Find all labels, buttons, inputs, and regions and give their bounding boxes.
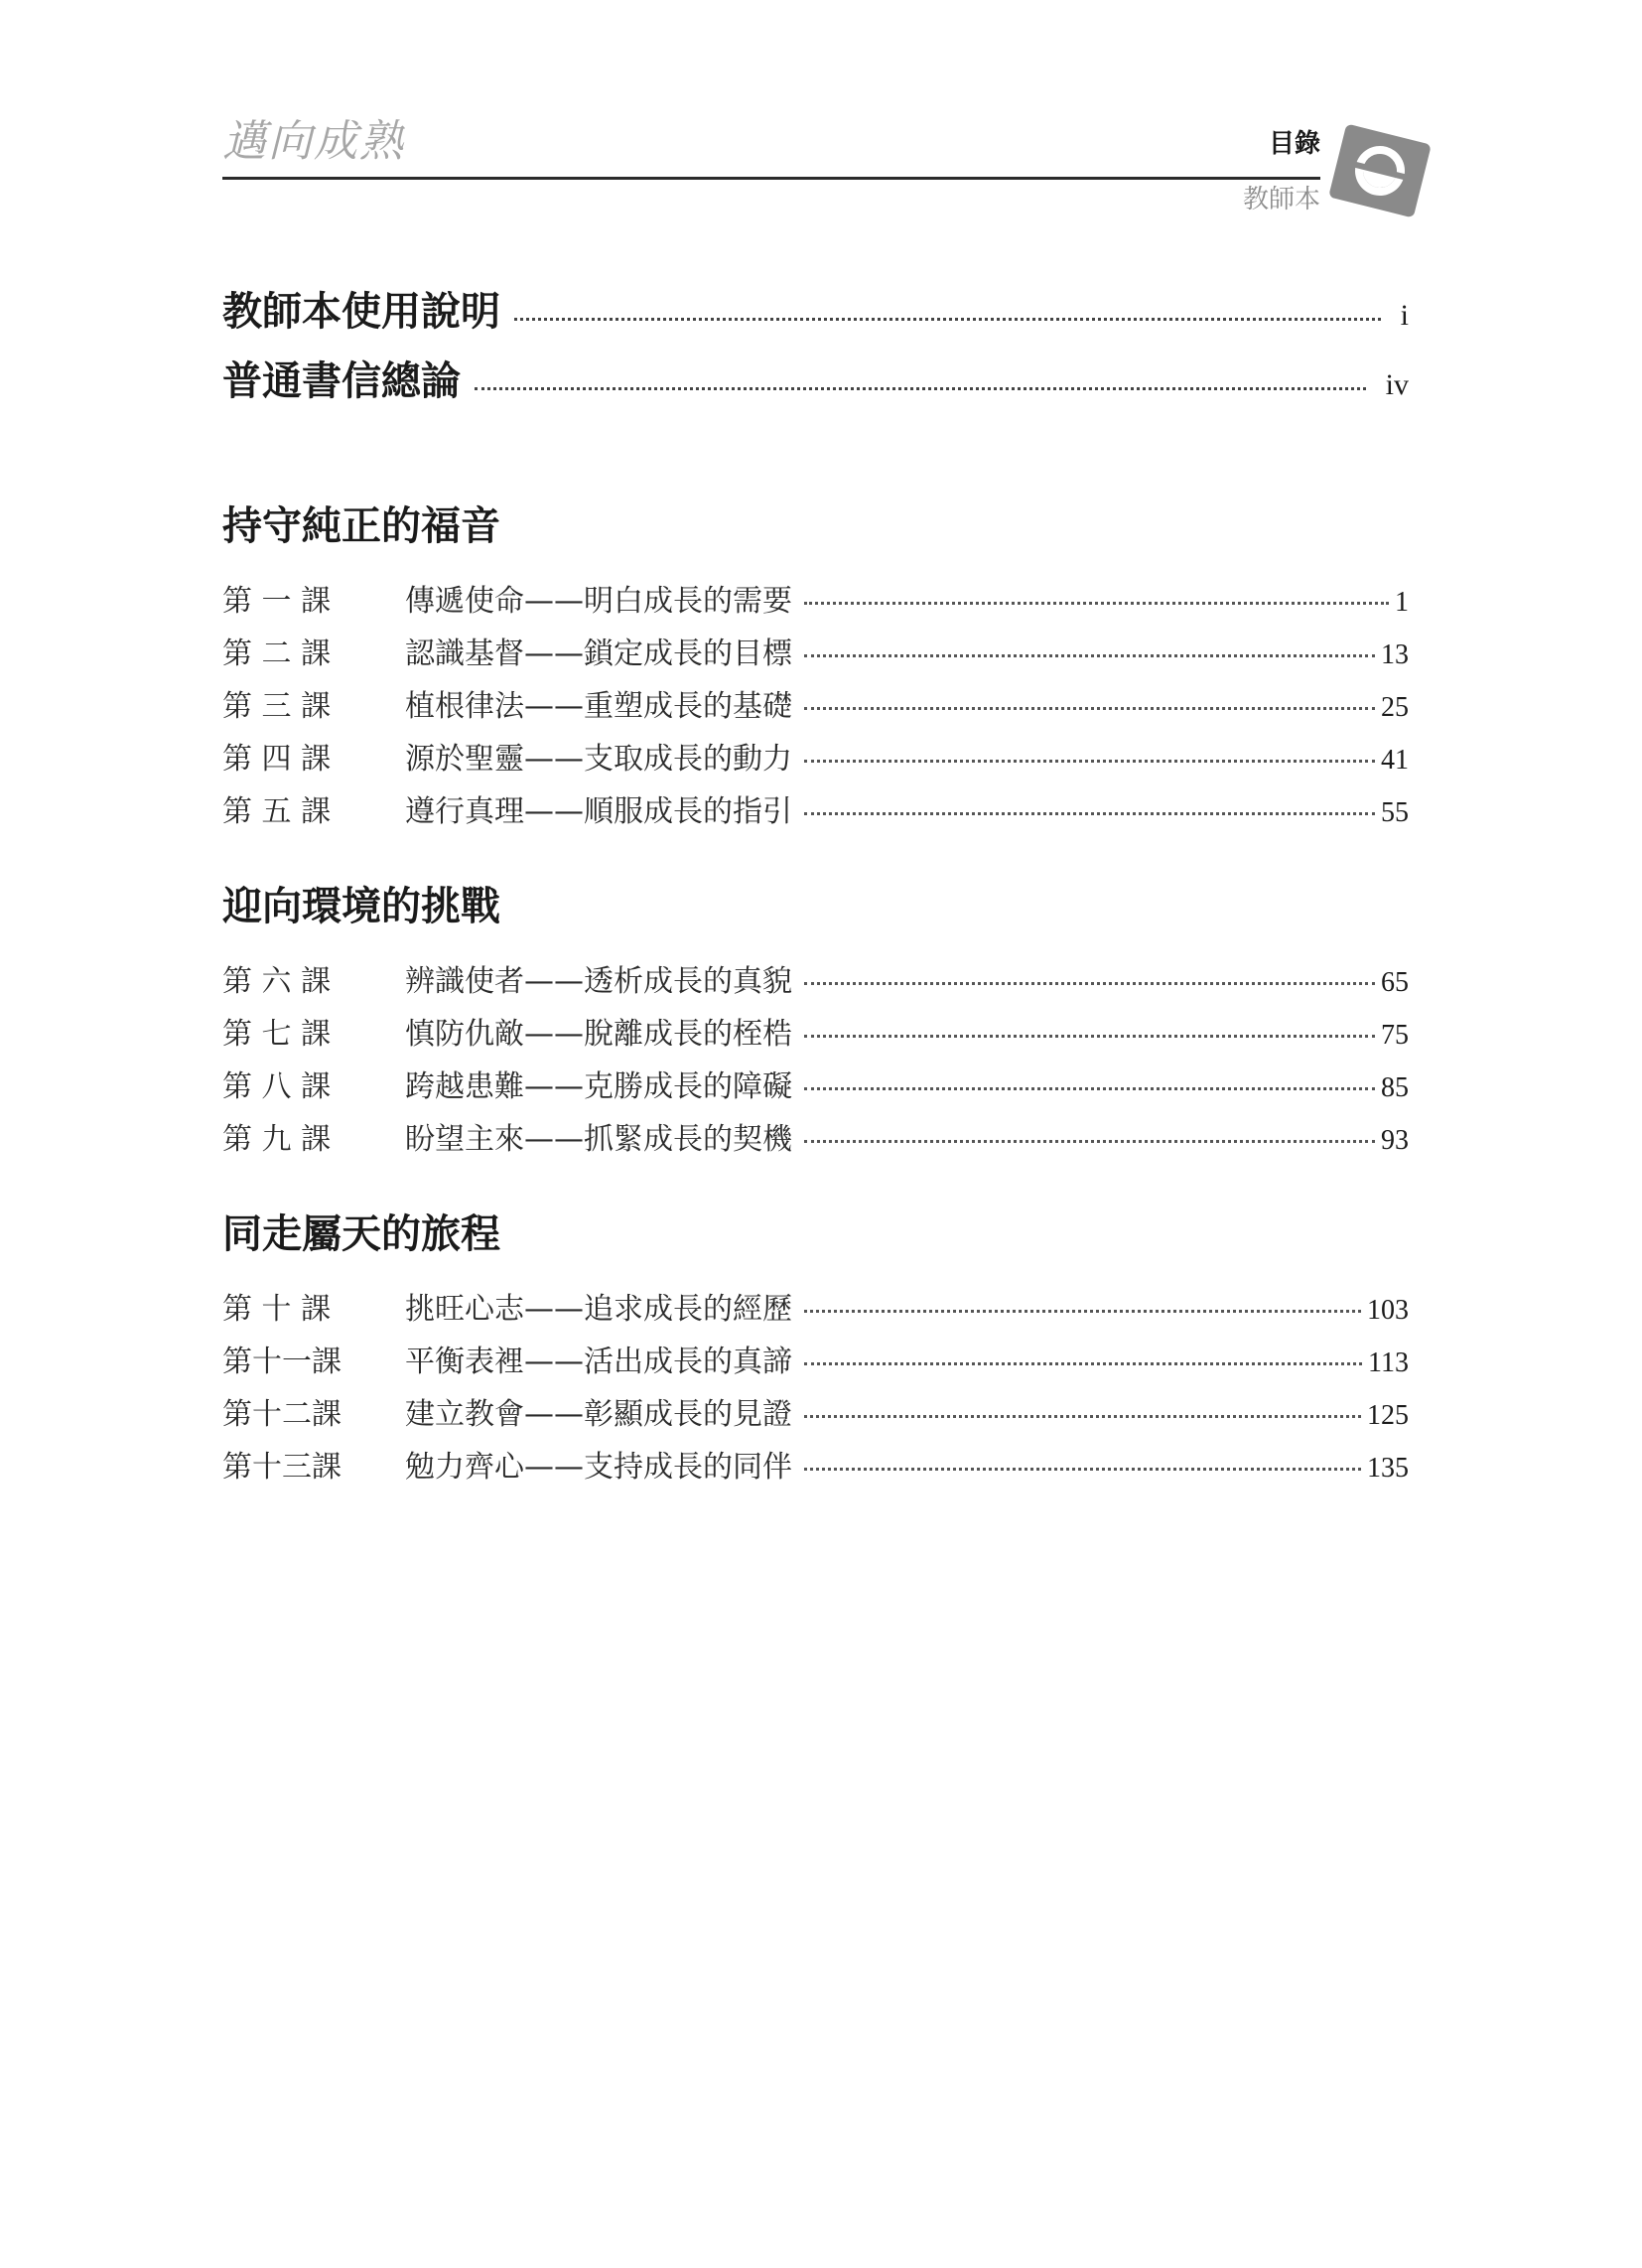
lesson-number: 第 六 課 <box>222 964 332 999</box>
lesson-number: 第 七 課 <box>222 1017 332 1052</box>
lesson-page: 13 <box>1381 639 1409 670</box>
lesson-page: 103 <box>1367 1295 1409 1326</box>
lesson-title: 勉力齊心——支持成長的同伴 <box>405 1450 792 1485</box>
lesson-number: 第 四 課 <box>222 742 332 777</box>
toc-entry-page: i <box>1400 299 1409 332</box>
lesson-title: 認識基督——鎖定成長的目標 <box>405 637 792 671</box>
lesson-number: 第 二 課 <box>222 637 332 671</box>
dot-leader <box>804 1468 1361 1471</box>
header-section-label: 目錄 <box>1268 129 1320 159</box>
lesson-title: 慎防仇敵——脫離成長的桎梏 <box>405 1017 792 1052</box>
lesson-number: 第十二課 <box>222 1397 342 1432</box>
dot-leader <box>804 1140 1375 1143</box>
lesson-page: 75 <box>1381 1020 1409 1051</box>
lesson-entry[interactable] <box>222 681 1409 734</box>
lesson-page: 25 <box>1381 692 1409 723</box>
lesson-title: 源於聖靈——支取成長的動力 <box>405 742 792 777</box>
lesson-entry[interactable] <box>222 1114 1409 1167</box>
header-divider <box>222 177 1320 180</box>
toc-entry[interactable] <box>222 350 1409 419</box>
lesson-page: 41 <box>1381 745 1409 776</box>
lesson-page: 93 <box>1381 1125 1409 1156</box>
lesson-page: 1 <box>1395 587 1409 618</box>
lesson-page: 55 <box>1381 797 1409 828</box>
dot-leader <box>804 654 1375 657</box>
lesson-page: 125 <box>1367 1400 1409 1431</box>
lesson-entry[interactable] <box>222 956 1409 1009</box>
dot-leader <box>804 982 1375 985</box>
lesson-title: 辨識使者——透析成長的真貌 <box>405 964 792 999</box>
table-of-contents <box>222 280 1409 1494</box>
toc-entry-page: iv <box>1385 368 1409 401</box>
lesson-entry[interactable] <box>222 576 1409 629</box>
section-title: 迎向環境的挑戰 <box>222 884 500 929</box>
lesson-page: 85 <box>1381 1072 1409 1103</box>
dot-leader <box>804 812 1375 815</box>
lesson-title: 建立教會——彰顯成長的見證 <box>405 1397 792 1432</box>
section-title: 同走屬天的旅程 <box>222 1211 500 1257</box>
dot-leader <box>804 1035 1375 1038</box>
lesson-number: 第 五 課 <box>222 794 332 829</box>
lesson-title: 植根律法——重塑成長的基礎 <box>405 689 792 724</box>
lesson-entry[interactable] <box>222 1337 1409 1389</box>
lesson-number: 第 九 課 <box>222 1122 332 1157</box>
lesson-title: 跨越患難——克勝成長的障礙 <box>405 1069 792 1104</box>
lesson-title: 傳遞使命——明白成長的需要 <box>405 584 792 619</box>
lesson-number: 第 十 課 <box>222 1292 332 1327</box>
lesson-title: 挑旺心志——追求成長的經歷 <box>405 1292 792 1327</box>
dot-leader <box>804 1415 1361 1418</box>
publisher-logo-icon <box>1324 123 1436 218</box>
lesson-entry[interactable] <box>222 629 1409 681</box>
toc-entry-title: 普通書信總論 <box>222 358 461 404</box>
lesson-number: 第 三 課 <box>222 689 332 724</box>
toc-entry[interactable] <box>222 280 1409 350</box>
lesson-entry[interactable] <box>222 786 1409 839</box>
dot-leader <box>514 318 1381 321</box>
lesson-entry[interactable] <box>222 1062 1409 1114</box>
lesson-number: 第十三課 <box>222 1450 342 1485</box>
dot-leader <box>804 760 1375 763</box>
lesson-title: 遵行真理——順服成長的指引 <box>405 794 792 829</box>
lesson-number: 第 一 課 <box>222 584 332 619</box>
lesson-page: 113 <box>1368 1347 1409 1378</box>
dot-leader <box>475 387 1366 390</box>
dot-leader <box>804 1362 1362 1365</box>
dot-leader <box>804 602 1389 605</box>
dot-leader <box>804 707 1375 710</box>
lesson-entry[interactable] <box>222 734 1409 786</box>
lesson-page: 135 <box>1367 1453 1409 1484</box>
lesson-number: 第十一課 <box>222 1345 342 1379</box>
toc-entry-title: 教師本使用說明 <box>222 289 500 335</box>
lesson-title: 盼望主來——抓緊成長的契機 <box>405 1122 792 1157</box>
lesson-entry[interactable] <box>222 1442 1409 1494</box>
lesson-title: 平衡表裡——活出成長的真諦 <box>405 1345 792 1379</box>
section-title: 持守純正的福音 <box>222 503 500 549</box>
lesson-number: 第 八 課 <box>222 1069 332 1104</box>
header-edition-label: 教師本 <box>1242 185 1320 214</box>
lesson-entry[interactable] <box>222 1389 1409 1442</box>
book-title-brand: 邁向成熟 <box>222 116 405 167</box>
lesson-entry[interactable] <box>222 1009 1409 1062</box>
dot-leader <box>804 1310 1361 1313</box>
dot-leader <box>804 1087 1375 1090</box>
lesson-entry[interactable] <box>222 1284 1409 1337</box>
lesson-page: 65 <box>1381 967 1409 998</box>
